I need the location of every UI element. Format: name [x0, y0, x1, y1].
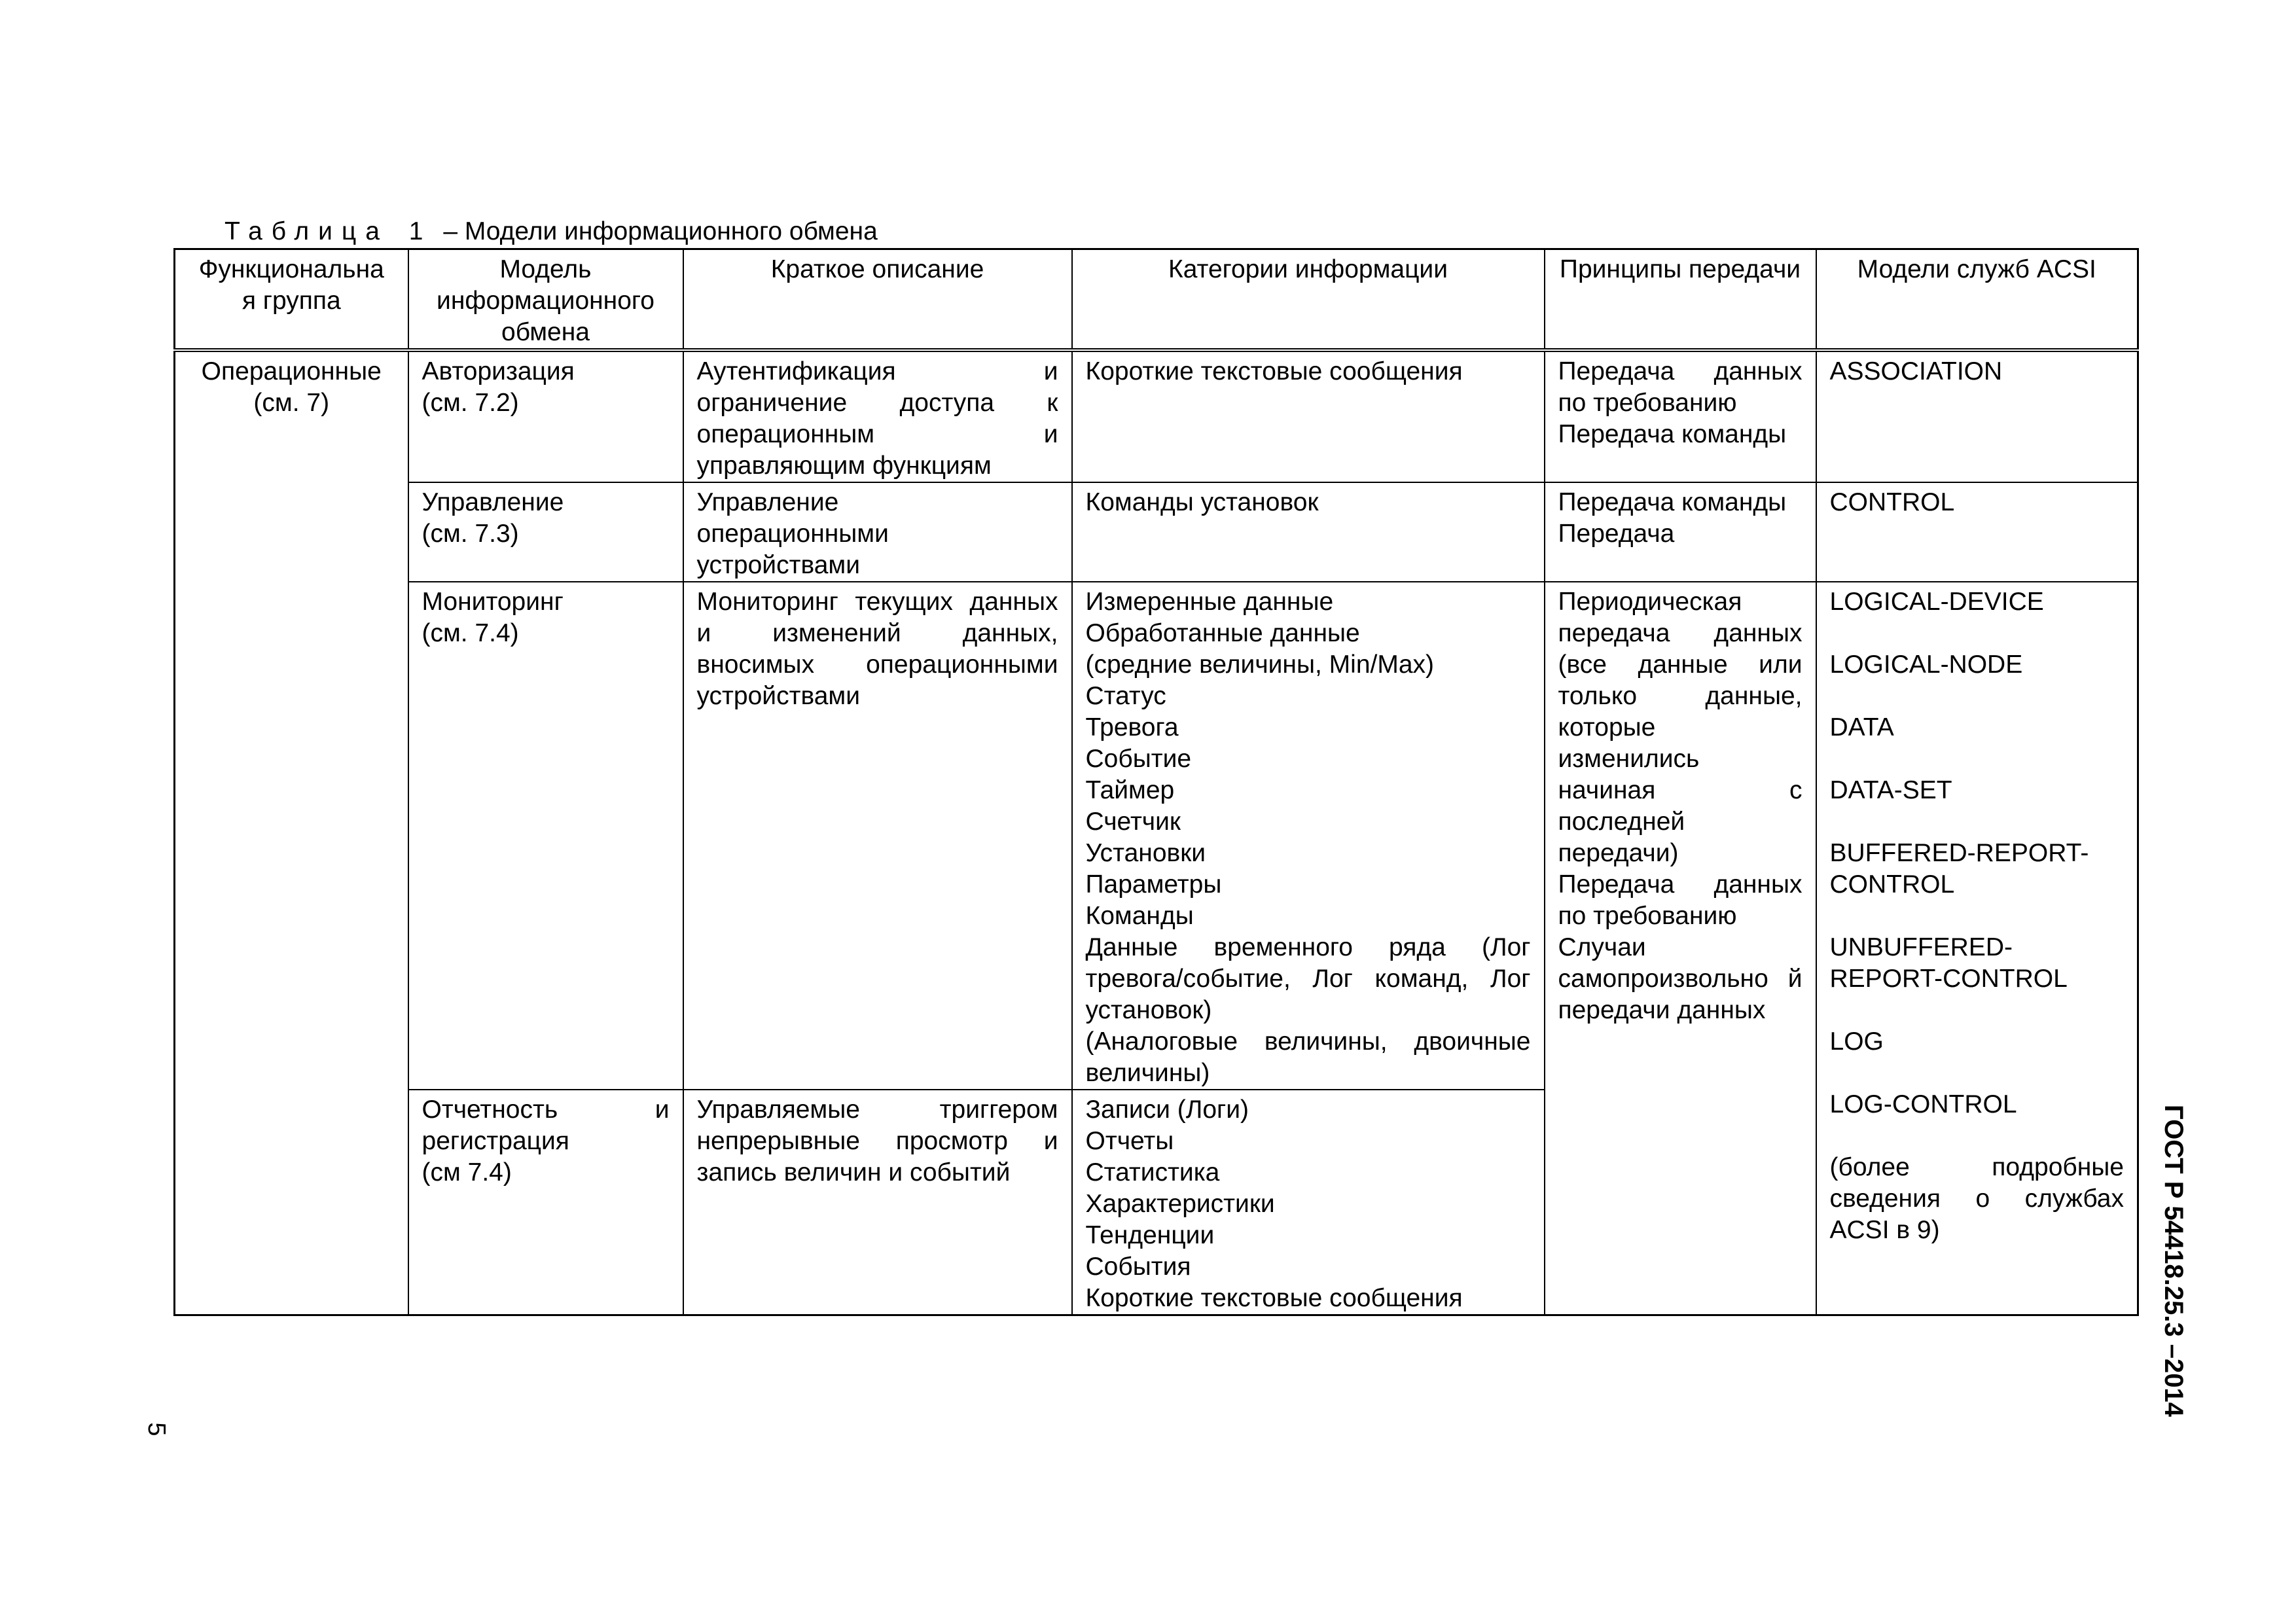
categories-cell — [1072, 1090, 1545, 1315]
principles-cell — [1545, 482, 1816, 582]
categories-cell — [1072, 582, 1545, 1090]
category-item: Команды — [1085, 902, 1194, 930]
principle-item: Передача команды — [1558, 488, 1787, 516]
category-item: Таймер — [1085, 776, 1175, 804]
category-item: Характеристики — [1085, 1190, 1275, 1218]
table-caption-number: 1 — [408, 217, 423, 245]
information-exchange-models-table — [173, 248, 2139, 1316]
principle-item: Передача данных по требованию — [1558, 357, 1803, 417]
category-item: Отчеты — [1085, 1127, 1174, 1155]
page-number: 5 — [143, 1422, 170, 1436]
principle-item: Передача — [1558, 520, 1675, 548]
table-row — [175, 350, 2138, 482]
principle-item: Передача данных по требованию — [1558, 870, 1803, 930]
category-item: (Аналоговые величины, двоичные величины) — [1085, 1027, 1531, 1087]
category-item: Короткие текстовые сообщения — [1085, 357, 1463, 385]
model-name: Мониторинг — [422, 588, 564, 616]
principle-item: Случаи самопроизвольно й передачи данных — [1558, 933, 1803, 1024]
category-item: Короткие текстовые сообщения — [1085, 1284, 1463, 1312]
functional-group-name: Операционные — [201, 357, 382, 385]
functional-group-ref: (см. 7) — [253, 389, 330, 417]
model-ref: (см. 7.2) — [422, 389, 519, 417]
principles-cell — [1545, 350, 1816, 482]
category-item: Счетчик — [1085, 808, 1181, 836]
principle-item: Передача команды — [1558, 420, 1787, 448]
header-acsi-service-models: Модели служб ACSI — [1816, 249, 2138, 351]
category-item: Записи (Логи) — [1085, 1096, 1249, 1124]
acsi-item: ASSOCIATION — [1829, 357, 2003, 385]
category-item: Событие — [1085, 745, 1192, 773]
acsi-item: DATA-SET — [1829, 776, 1952, 804]
header-functional-group: Функциональна я группа — [175, 249, 408, 351]
model-cell — [408, 582, 683, 1090]
model-ref: (см. 7.3) — [422, 520, 519, 548]
category-item: Команды установок — [1085, 488, 1319, 516]
acsi-item: LOG — [1829, 1027, 1884, 1056]
acsi-item: (более подробные сведения о службах ACSI в 9) — [1829, 1153, 2124, 1244]
acsi-cell — [1816, 582, 2138, 1315]
acsi-item: LOGICAL-NODE — [1829, 651, 2023, 679]
category-item: Статистика — [1085, 1158, 1220, 1186]
category-item: Тревога — [1085, 713, 1179, 741]
model-name: Управление — [422, 488, 564, 516]
acsi-item: UNBUFFERED-REPORT-CONTROL — [1829, 933, 2068, 993]
model-cell — [408, 350, 683, 482]
header-transfer-principles: Принципы передачи — [1545, 249, 1816, 351]
table-row — [175, 582, 2138, 1090]
acsi-cell — [1816, 350, 2138, 482]
functional-group-cell — [175, 350, 408, 1315]
model-ref: (см. 7.4) — [422, 619, 519, 647]
category-item: Обработанные данные — [1085, 619, 1360, 647]
category-item: Статус — [1085, 682, 1166, 710]
table-header-row — [175, 249, 2138, 351]
category-item: Установки — [1085, 839, 1206, 867]
acsi-item: DATA — [1829, 713, 1894, 741]
acsi-item: LOG-CONTROL — [1829, 1090, 2017, 1118]
description-cell: Мониторинг текущих данных и изменений данных, вносимых операционными устройствами — [683, 582, 1072, 1090]
table-caption-word: Таблица — [224, 217, 389, 245]
document-code: ГОСТ Р 54418.25.3 –2014 — [2159, 1105, 2188, 1418]
category-item: Тенденции — [1085, 1221, 1215, 1249]
categories-cell — [1072, 350, 1545, 482]
header-information-categories: Категории информации — [1072, 249, 1545, 351]
header-short-description: Краткое описание — [683, 249, 1072, 351]
category-item: События — [1085, 1253, 1191, 1281]
acsi-cell — [1816, 482, 2138, 582]
description-cell: Управляемые триггером непрерывные просмотр и запись величин и событий — [683, 1090, 1072, 1315]
acsi-item: CONTROL — [1829, 488, 1955, 516]
category-item: Данные временного ряда (Лог тревога/событие, Лог команд, Лог установок) — [1085, 933, 1531, 1024]
principle-item: Периодическая передача данных (все данные или только данные, которые изменились начиная с последней передачи) — [1558, 588, 1803, 867]
description-cell: Управление операционными устройствами — [683, 482, 1072, 582]
category-item: Параметры — [1085, 870, 1222, 899]
table-row — [175, 482, 2138, 582]
category-item: (средние величины, Min/Max) — [1085, 651, 1435, 679]
category-item: Измеренные данные — [1085, 588, 1334, 616]
acsi-item: LOGICAL-DEVICE — [1829, 588, 2044, 616]
model-name: Отчетность и регистрация — [422, 1096, 670, 1155]
table-caption-title: – Модели информационного обмена — [443, 217, 878, 245]
principles-cell — [1545, 582, 1816, 1315]
table-caption — [224, 216, 878, 247]
model-cell — [408, 1090, 683, 1315]
categories-cell — [1072, 482, 1545, 582]
model-name: Авторизация — [422, 357, 575, 385]
description-cell: Аутентификация и ограничение доступа к операционным и управляющим функциям — [683, 350, 1072, 482]
model-cell — [408, 482, 683, 582]
model-ref: (см 7.4) — [422, 1158, 512, 1186]
acsi-item: BUFFERED-REPORT-CONTROL — [1829, 839, 2089, 899]
header-exchange-model: Модель информационного обмена — [408, 249, 683, 351]
